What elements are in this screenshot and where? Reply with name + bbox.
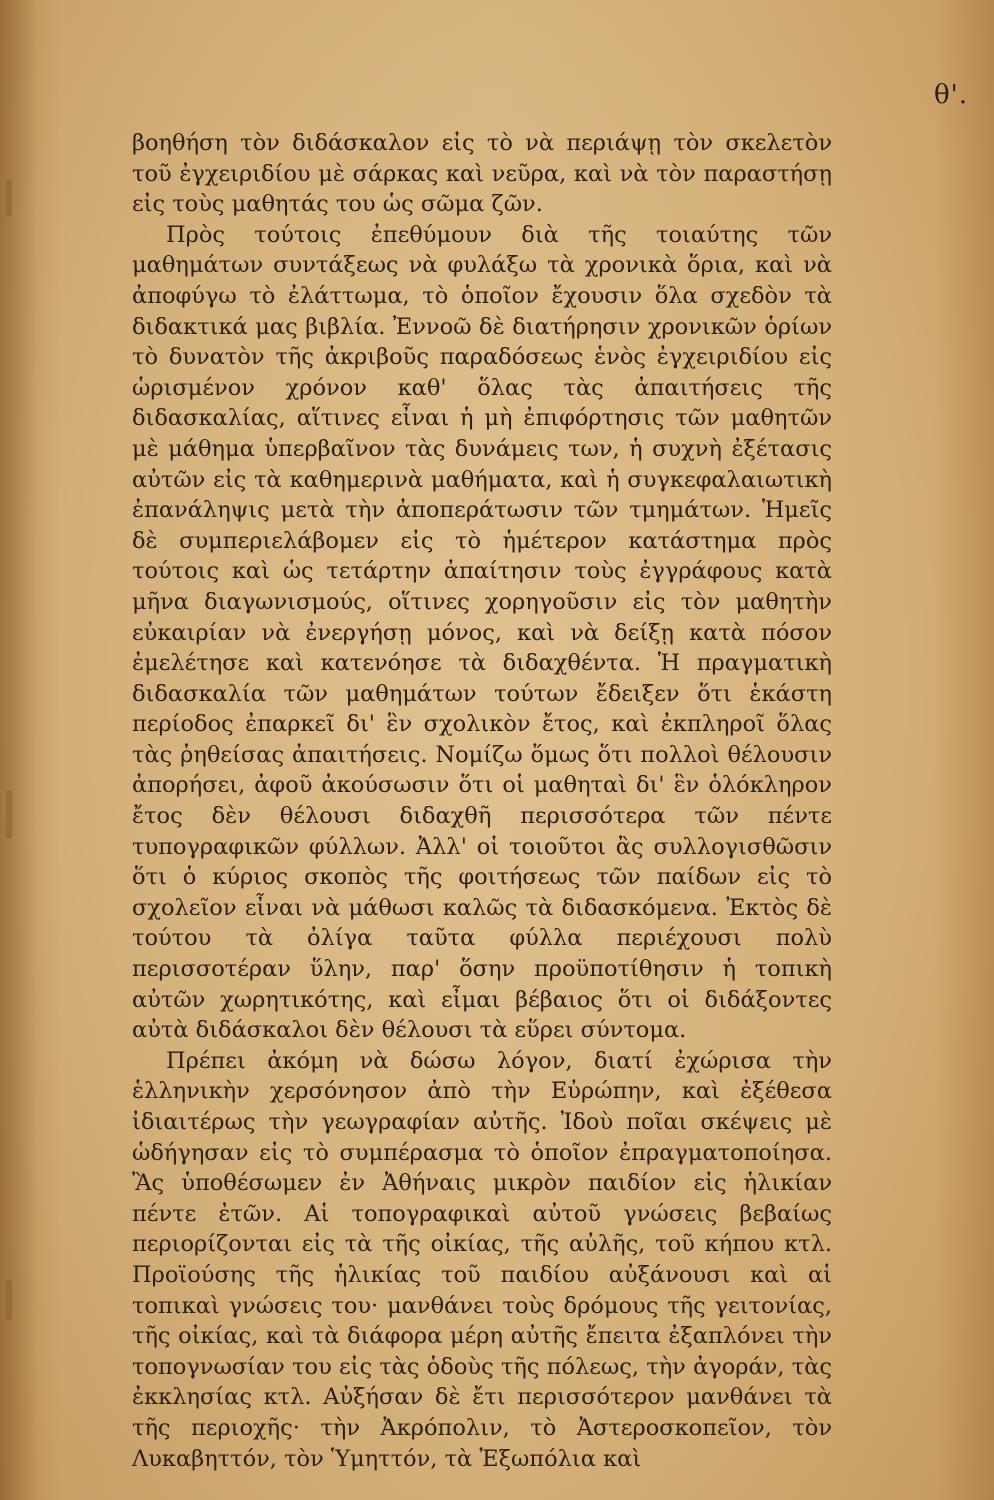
binding-shadow <box>0 0 38 1500</box>
body-text <box>132 128 832 1474</box>
paragraph: βοηθήση τὸν διδάσκαλον εἰς τὸ νὰ περιάψῃ τὸν σκελετὸν τοῦ ἐγχειριδίου μὲ σάρκας καὶ νεῦρα, καὶ νὰ τὸν παραστήσῃ εἰς τοὺς μαθητάς του ὡς σῶμα ζῶν. <box>132 130 832 218</box>
edge-mark <box>6 1280 12 1320</box>
paragraph: Πρὸς τούτοις ἐπεθύμουν διὰ τῆς τοιαύτης τῶν μαθημάτων συντάξεως νὰ φυλάξω τὰ χρονικὰ ὅρια, καὶ νὰ ἀποφύγω τὸ ἐλάττωμα, τὸ ὁποῖον ἔχουσιν ὅλα σχεδὸν τὰ διδακτικά μας βιβλία. Ἐννοῶ δὲ διατήρησιν χρονικῶν ὁρίων τὸ δυνατὸν τῆς ἀκριβοῦς παραδόσεως ἑνὸς ἐγχειριδίου εἰς ὡρισμένον χρόνον καθ' ὅλας τὰς ἀπαιτήσεις τῆς διδασκαλίας, αἵτινες εἶναι ἡ μὴ ἐπιφόρτησις τῶν μαθητῶν μὲ μάθημα ὑπερβαῖνον τὰς δυνάμεις των, ἡ συχνὴ ἐξέτασις αὐτῶν εἰς τὰ καθημερινὰ μαθήματα, καὶ ἡ συγκεφαλαιωτικὴ ἐπανάληψις μετὰ τὴν ἀποπεράτωσιν τῶν τμημάτων. Ἡμεῖς δὲ συμπεριελάβομεν εἰς τὸ ἡμέτερον κατάστημα πρὸς τούτοις καὶ ὡς τετάρτην ἀπαίτησιν τοὺς ἐγγράφους κατὰ μῆνα διαγωνισμούς, οἵτινες χορηγοῦσιν εἰς τὸν μαθητὴν εὐκαιρίαν νὰ ἐνεργήσῃ μόνος, καὶ νὰ δείξῃ κατὰ πόσον ἐμελέτησε καὶ κατενόησε τὰ διδαχθέντα. Ἡ πραγματικὴ διδασκαλία τῶν μαθημάτων τούτων ἔδειξεν ὅτι ἑκάστη περίοδος ἐπαρκεῖ δι' ἓν σχολικὸν ἔτος, καὶ ἐκπληροῖ ὅλας τὰς ῥηθείσας ἀπαιτήσεις. Νομίζω ὅμως ὅτι πολλοὶ θέλουσιν ἀπορήσει, ἀφοῦ ἀκούσωσιν ὅτι οἱ μαθηταὶ δι' ἓν ὁλόκληρον ἔτος δὲν θέλουσι διδαχθῆ περισσότερα τῶν πέντε τυπογραφικῶν φύλλων. Ἀλλ' οἱ τοιοῦτοι ἂς συλλογισθῶσιν ὅτι ὁ κύριος σκοπὸς τῆς φοιτήσεως τῶν παίδων εἰς τὸ σχολεῖον εἶναι νὰ μάθωσι καλῶς τὰ διδασκόμενα. Ἐκτὸς δὲ τούτου τὰ ὀλίγα ταῦτα φύλλα περιέχουσι πολὺ περισσοτέραν ὕλην, παρ' ὅσην προϋποτίθησιν ἡ τοπικὴ αὐτῶν χωρητικότης, καὶ εἶμαι βέβαιος ὅτι οἱ διδάξοντες αὐτὰ διδάσκαλοι δὲν θέλουσι τὰ εὕρει σύντομα. <box>132 221 832 1044</box>
edge-mark <box>6 790 12 838</box>
page-number: θ'. <box>934 80 969 110</box>
paragraph: Πρέπει ἀκόμη νὰ δώσω λόγον, διατί ἐχώρισα τὴν ἑλληνικὴν χερσόνησον ἀπὸ τὴν Εὐρώπην, καὶ ἐξέθεσα ἰδιαιτέρως τὴν γεωγραφίαν αὐτῆς. Ἰδοὺ ποῖαι σκέψεις μὲ ὡδήγησαν εἰς τὸ συμπέρασμα τὸ ὁποῖον ἐπραγματοποίησα. Ἂς ὑποθέσωμεν ἐν Ἀθήναις μικρὸν παιδίον εἰς ἡλικίαν πέντε ἐτῶν. Αἱ τοπογραφικαὶ αὐτοῦ γνώσεις βεβαίως περιορίζονται εἰς τὰ τῆς οἰκίας, τῆς αὐλῆς, τοῦ κήπου κτλ. Προϊούσης τῆς ἡλικίας τοῦ παιδίου αὐξάνουσι καὶ αἱ τοπικαὶ γνώσεις του· μανθάνει τοὺς δρόμους τῆς γειτονίας, τῆς οἰκίας, καὶ τὰ διάφορα μέρη αὐτῆς ἔπειτα ἐξαπλόνει τὴν τοπογνωσίαν του εἰς τὰς ὁδοὺς τῆς πόλεως, τὴν ἀγοράν, τὰς ἐκκλησίας κτλ. Αὐξήσαν δὲ ἔτι περισσότερον μανθάνει τὰ τῆς περιοχῆς· τὴν Ἀκρόπολιν, τὸ Ἀστεροσκοπεῖον, τὸν Λυκαβηττόν, τὸν Ὑμηττόν, τὰ Ἐξωπόλια καὶ <box>132 1047 832 1472</box>
edge-mark <box>6 180 12 216</box>
